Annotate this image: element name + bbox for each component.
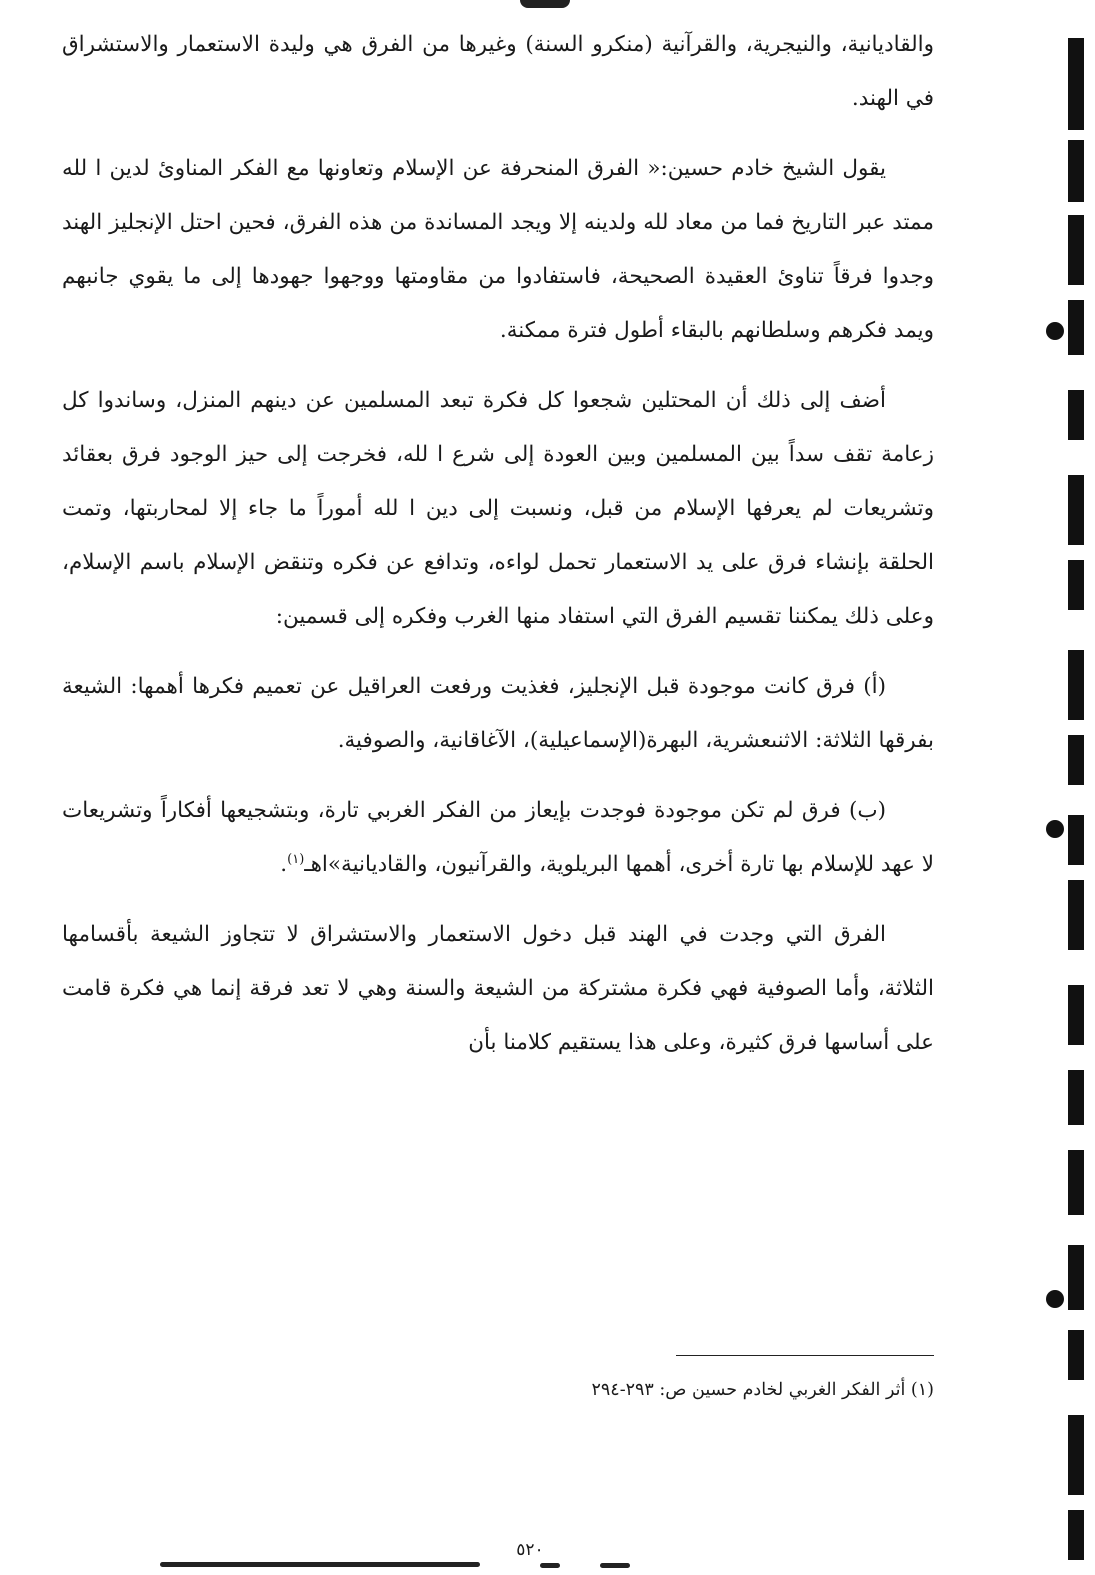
binding-mark [1068, 815, 1084, 865]
body-text [62, 18, 934, 1070]
binding-mark [1068, 475, 1084, 545]
scan-dot [1046, 1290, 1064, 1308]
binding-mark [1068, 390, 1084, 440]
binding-mark [1068, 735, 1084, 785]
footnote-reference: (١) [287, 851, 305, 867]
scan-bottom-stroke [540, 1563, 560, 1568]
paragraph-1: والقاديانية، والنيجرية، والقرآنية (منكرو السنة) وغيرها من الفرق هي وليدة الاستعمار والاستشراق في الهند. [62, 32, 934, 111]
binding-mark [1068, 300, 1084, 355]
paragraph-5 [62, 784, 934, 892]
paragraph-4: (أ) فرق كانت موجودة قبل الإنجليز، فغذيت ورفعت العراقيل عن تعميم فكرها أهمها: الشيعة بفرقها الثلاثة: الاثنىعشرية، البهرة(الإسماعيلية)، الآغاقانية، والصوفية. [62, 674, 934, 753]
binding-mark [1068, 38, 1084, 130]
scan-dot [1046, 820, 1064, 838]
page-number: ٥٢٠ [516, 1540, 544, 1560]
binding-mark [1068, 1070, 1084, 1125]
binding-mark [1068, 1245, 1084, 1310]
paragraph-6: الفرق التي وجدت في الهند قبل دخول الاستعمار والاستشراق لا تتجاوز الشيعة بأقسامها الثلاثة، وأما الصوفية فهي فكرة مشتركة من الشيعة والسنة وهي لا تعد فرقة إنما هي فكرة قامت على أساسها فرق كثيرة، وعلى هذا يستقيم كلامنا بأن [62, 922, 934, 1055]
binding-mark [1068, 880, 1084, 950]
binding-mark [1068, 215, 1084, 285]
scan-dot [1046, 322, 1064, 340]
binding-mark [1068, 1330, 1084, 1380]
footnote-separator [676, 1355, 934, 1356]
binding-mark [1068, 650, 1084, 720]
scan-bottom-stroke [600, 1563, 630, 1568]
footnote: (١) أثر الفكر الغربي لخادم حسين ص: ٢٩٣-٢٩٤ [591, 1380, 934, 1400]
scan-bottom-stroke [160, 1562, 480, 1567]
paragraph-5-text: (ب) فرق لم تكن موجودة فوجدت بإيعاز من الفكر الغربي تارة، وبتشجيعها أفكاراً وتشريعات لا عهد للإسلام بها تارة أخرى، أهمها البريلوية، والقرآنيون، والقاديانية»اهـ [62, 798, 934, 877]
binding-mark [1068, 1510, 1084, 1560]
scan-top-mark [520, 0, 570, 8]
paragraph-2: يقول الشيخ خادم حسين:« الفرق المنحرفة عن الإسلام وتعاونها مع الفكر المناوئ لدين ا لله ممتد عبر التاريخ فما من معاد لله ولدينه إلا ويجد المساندة من هذه الفرق، فحين احتل الإنجليز الهند وجدوا فرقاً تناوئ العقيدة الصحيحة، فاستفادوا من مقاومتها ووجهوا جهودها إلى ما يقوي جانبهم ويمد فكرهم وسلطانهم بالبقاء أطول فترة ممكنة. [62, 156, 934, 343]
paragraph-3: أضف إلى ذلك أن المحتلين شجعوا كل فكرة تبعد المسلمين عن دينهم المنزل، وساندوا كل زعامة تقف سداً بين المسلمين وبين العودة إلى شرع ا لله، فخرجت إلى حيز الوجود فرق بعقائد وتشريعات لم يعرفها الإسلام من قبل، ونسبت إلى دين ا لله أموراً ما جاء إلا لمحاربتها، وتمت الحلقة بإنشاء فرق على يد الاستعمار تحمل لواءه، وتدافع عن فكره وتنقض الإسلام باسم الإسلام، وعلى ذلك يمكننا تقسيم الفرق التي استفاد منها الغرب وفكره إلى قسمين: [62, 388, 934, 629]
binding-mark [1068, 140, 1084, 202]
paragraph-5-tail: . [280, 852, 288, 877]
binding-mark [1068, 1150, 1084, 1215]
binding-mark [1068, 985, 1084, 1045]
binding-mark [1068, 1415, 1084, 1495]
binding-mark [1068, 560, 1084, 610]
